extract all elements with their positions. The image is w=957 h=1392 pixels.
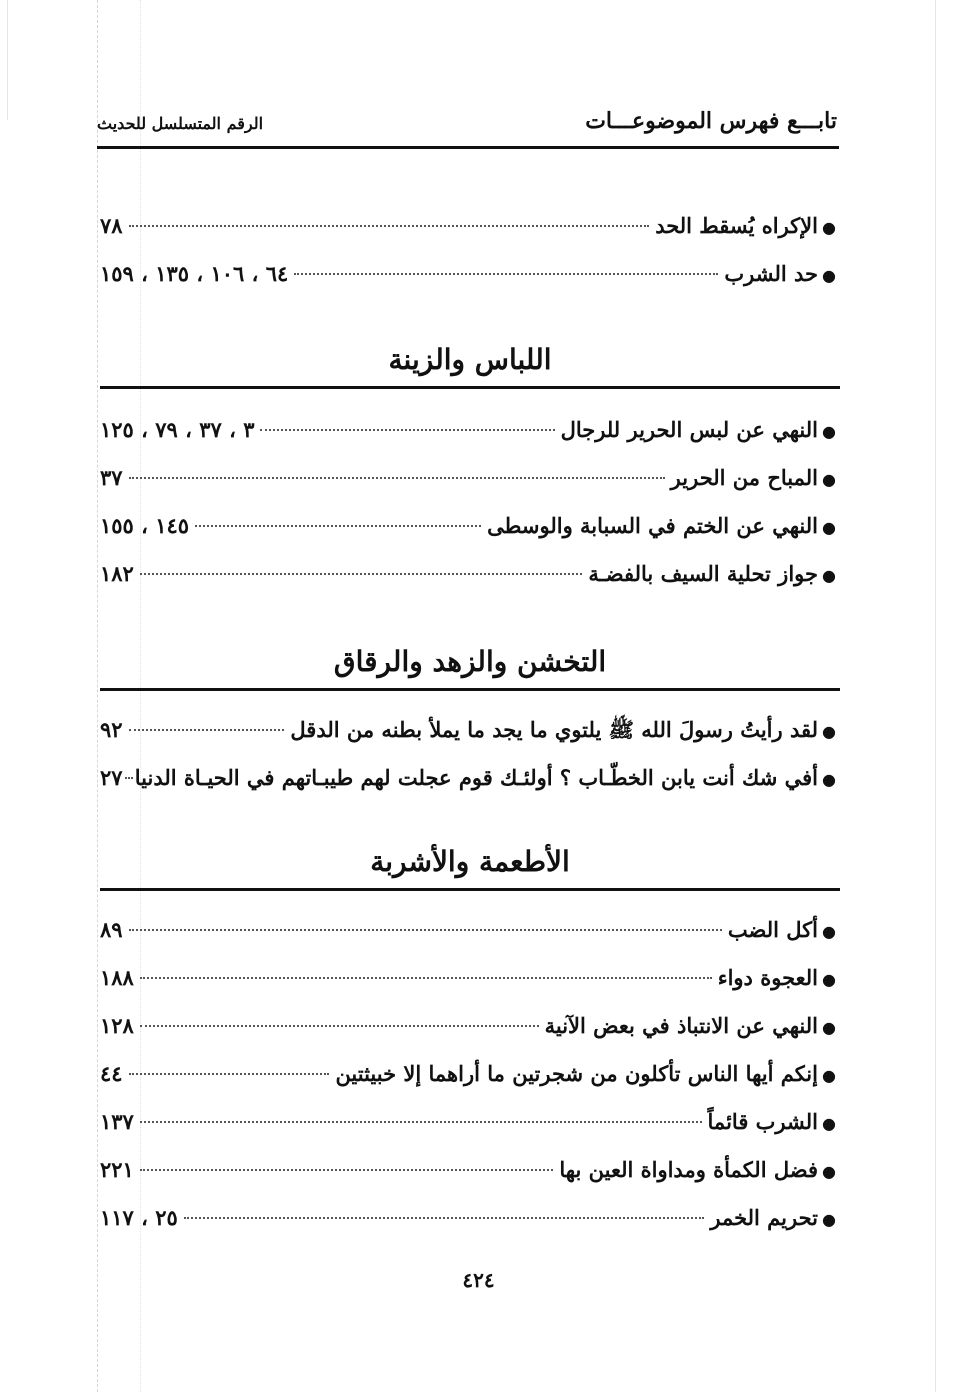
leader-dots bbox=[129, 225, 650, 227]
entry-refs: ٧٨ bbox=[100, 213, 123, 238]
header-column-label: الرقم المتسلسل للحديث bbox=[97, 114, 264, 133]
scan-guide-line bbox=[7, 0, 8, 120]
entry-topic: إنكم أيها الناس تأكلون من شجرتين ما أراهما إلا خبيثتين bbox=[335, 1061, 818, 1086]
entry-refs: ٦٤ ، ١٠٦ ، ١٣٥ ، ١٥٩ bbox=[100, 261, 289, 286]
bullet-icon: ● bbox=[822, 1162, 836, 1181]
bullet-icon: ● bbox=[822, 422, 836, 441]
leader-dots bbox=[129, 729, 285, 731]
running-header bbox=[97, 108, 837, 148]
entry-topic: فضل الكمأة ومداواة العين بها bbox=[559, 1157, 818, 1182]
leader-dots bbox=[129, 929, 722, 931]
entry-refs: ٣٧ bbox=[100, 465, 123, 490]
entry-topic: النهي عن الختم في السبابة والوسطى bbox=[487, 513, 818, 538]
entry-refs: ١٨٢ bbox=[100, 561, 134, 586]
section-heading bbox=[100, 640, 840, 691]
page-number: ٤٢٤ bbox=[462, 1268, 495, 1292]
bullet-icon: ● bbox=[822, 566, 836, 585]
section-rule bbox=[100, 386, 840, 389]
leader-dots bbox=[125, 777, 133, 779]
scan-guide-line bbox=[935, 0, 936, 1392]
entry-list bbox=[100, 202, 840, 298]
index-entry bbox=[100, 406, 840, 454]
entry-topic: أكل الضب bbox=[727, 917, 818, 942]
index-entry bbox=[100, 1098, 840, 1146]
leader-dots bbox=[195, 525, 481, 527]
leader-dots bbox=[140, 977, 712, 979]
entry-topic: جواز تحلية السيف بالفضـة bbox=[588, 561, 818, 586]
leader-dots bbox=[140, 1121, 702, 1123]
index-entry bbox=[100, 454, 840, 502]
leader-dots bbox=[129, 477, 665, 479]
bullet-icon: ● bbox=[822, 1018, 836, 1037]
bullet-icon: ● bbox=[822, 922, 836, 941]
index-entry bbox=[100, 1002, 840, 1050]
scan-guide-line bbox=[97, 0, 98, 1392]
leader-dots bbox=[129, 1073, 330, 1075]
bullet-icon: ● bbox=[822, 1066, 836, 1085]
leader-dots bbox=[140, 573, 583, 575]
entry-topic: النهي عن الانتباذ في بعض الآنية bbox=[544, 1013, 818, 1038]
entry-list bbox=[100, 406, 840, 598]
entry-topic: تحريم الخمر bbox=[710, 1205, 818, 1230]
section-title: اللباس والزينة bbox=[388, 343, 552, 376]
entry-topic: لقد رأيتُ رسولَ الله ﷺ يلتوي ما يجد ما يملأ بطنه من الدقل bbox=[290, 717, 818, 742]
leader-dots bbox=[140, 1025, 539, 1027]
entry-topic: الإكراه يُسقط الحد bbox=[655, 213, 818, 238]
entry-list bbox=[100, 906, 840, 1242]
entry-refs: ١٢٨ bbox=[100, 1013, 134, 1038]
bullet-icon: ● bbox=[822, 1114, 836, 1133]
leader-dots bbox=[294, 273, 718, 275]
entry-topic: العجوة دواء bbox=[717, 965, 818, 990]
section-title: الأطعمة والأشربة bbox=[370, 845, 570, 878]
entry-refs: ٤٤ bbox=[100, 1061, 123, 1086]
index-entry bbox=[100, 706, 840, 754]
index-entry bbox=[100, 754, 840, 802]
bullet-icon: ● bbox=[822, 770, 836, 789]
entry-refs: ٣ ، ٣٧ ، ٧٩ ، ١٢٥ bbox=[100, 417, 255, 442]
entry-topic: حد الشرب bbox=[724, 261, 818, 286]
bullet-icon: ● bbox=[822, 470, 836, 489]
entry-topic: النهي عن لبس الحرير للرجال bbox=[560, 417, 818, 442]
section-heading bbox=[100, 338, 840, 389]
leader-dots bbox=[140, 1169, 554, 1171]
entry-topic: الشرب قائماً bbox=[707, 1109, 818, 1134]
entry-refs: ٢٥ ، ١١٧ bbox=[100, 1205, 178, 1230]
entry-refs: ٢٢١ bbox=[100, 1157, 134, 1182]
entry-list bbox=[100, 706, 840, 802]
entry-refs: ٩٢ bbox=[100, 717, 123, 742]
index-entry bbox=[100, 502, 840, 550]
leader-dots bbox=[260, 429, 554, 431]
bullet-icon: ● bbox=[822, 1210, 836, 1229]
entry-refs: ٢٧ bbox=[100, 765, 123, 790]
index-entry bbox=[100, 1194, 840, 1242]
section-rule bbox=[100, 888, 840, 891]
index-entry bbox=[100, 550, 840, 598]
index-entry bbox=[100, 250, 840, 298]
bullet-icon: ● bbox=[822, 218, 836, 237]
entry-topic: المباح من الحرير bbox=[670, 465, 818, 490]
index-entry bbox=[100, 906, 840, 954]
section-heading bbox=[100, 840, 840, 891]
entry-refs: ٨٩ bbox=[100, 917, 123, 942]
bullet-icon: ● bbox=[822, 722, 836, 741]
leader-dots bbox=[184, 1217, 705, 1219]
header-rule bbox=[97, 146, 839, 149]
section-rule bbox=[100, 688, 840, 691]
entry-refs: ١٤٥ ، ١٥٥ bbox=[100, 513, 190, 538]
index-entry bbox=[100, 1050, 840, 1098]
bullet-icon: ● bbox=[822, 970, 836, 989]
section-title: التخشن والزهد والرقاق bbox=[333, 645, 607, 678]
bullet-icon: ● bbox=[822, 518, 836, 537]
index-entry bbox=[100, 202, 840, 250]
index-entry bbox=[100, 1146, 840, 1194]
entry-topic: أفي شك أنت يابن الخطّـاب ؟ أولئـك قوم عجلت لهم طيبـاتهم في الحيـاة الدنيا bbox=[134, 765, 818, 790]
bullet-icon: ● bbox=[822, 266, 836, 285]
entry-refs: ١٨٨ bbox=[100, 965, 134, 990]
index-entry bbox=[100, 954, 840, 1002]
entry-refs: ١٣٧ bbox=[100, 1109, 134, 1134]
header-title: تابـــع فهرس الموضوعـــات bbox=[585, 108, 837, 134]
